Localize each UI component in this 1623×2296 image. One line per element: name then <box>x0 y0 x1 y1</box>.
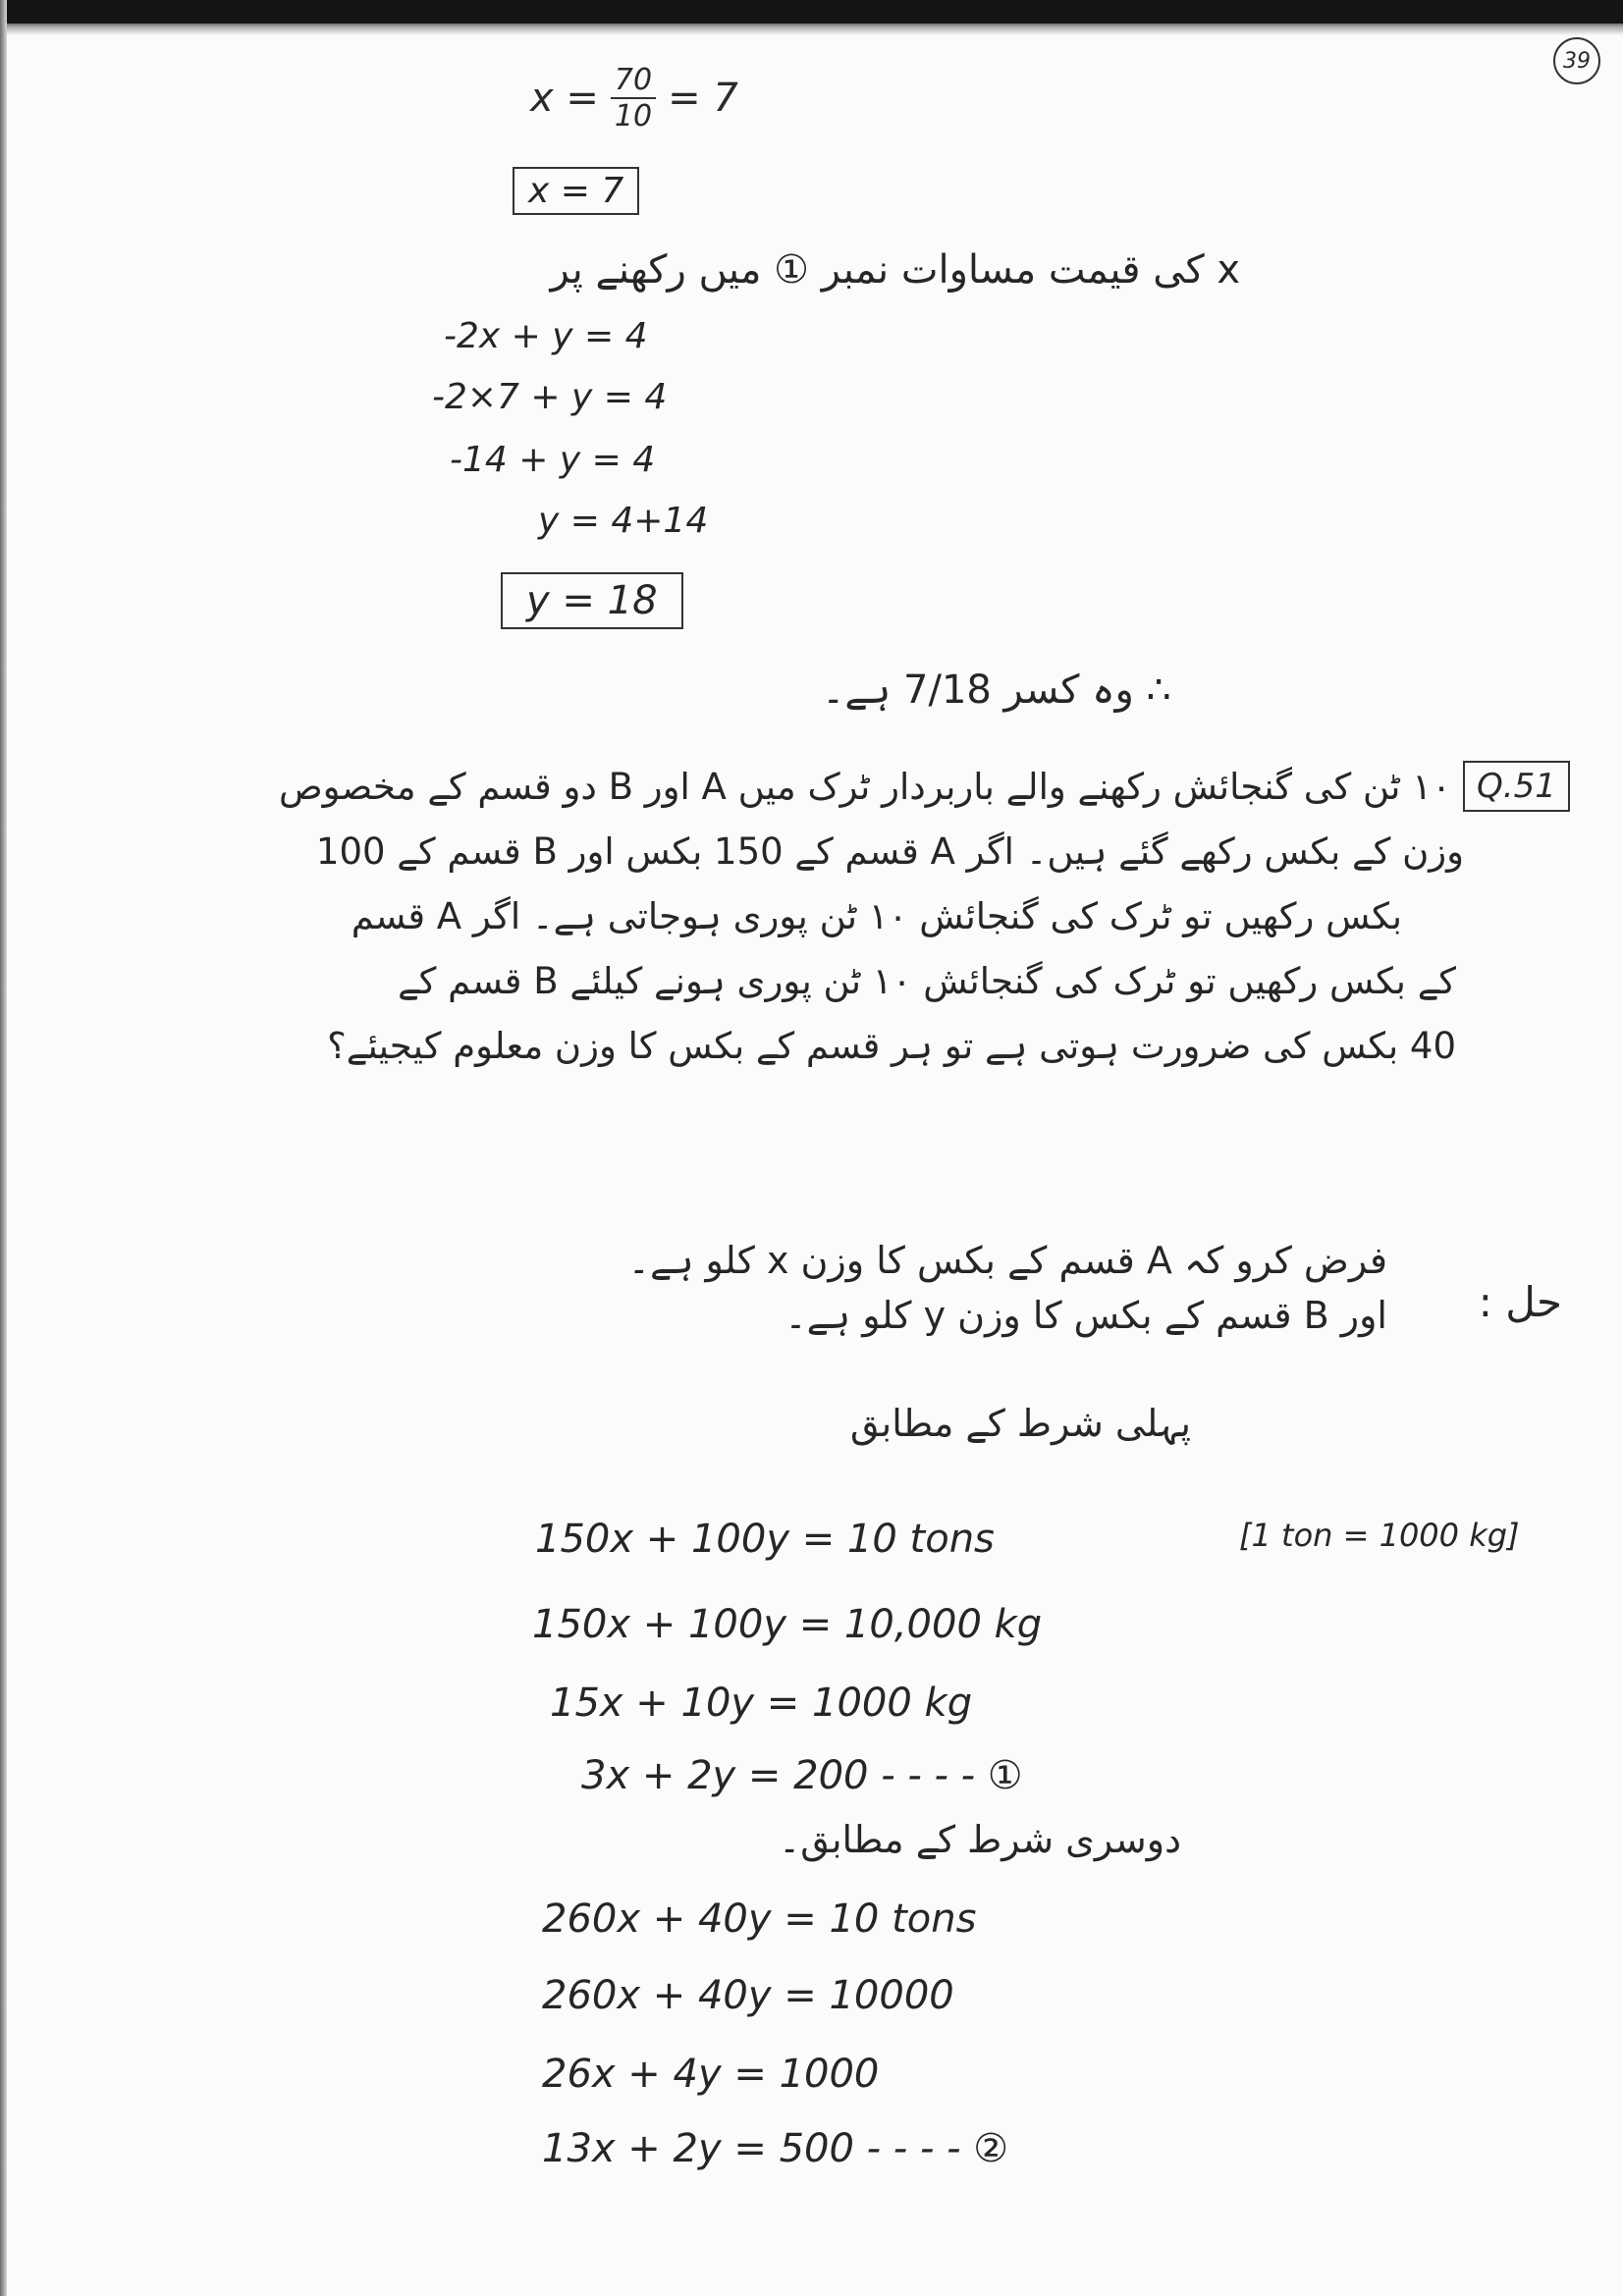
fraction-denominator: 10 <box>614 99 653 133</box>
fraction-conclusion: ∴ وہ کسر 7/18 ہے۔ <box>821 667 1171 713</box>
equation-line: 26x + 4y = 1000 <box>542 2052 880 2097</box>
fraction-numerator: 70 <box>611 63 656 99</box>
page-left-edge <box>0 0 7 2296</box>
equation-line: 260x + 40y = 10 tons <box>542 1896 977 1942</box>
page-top-edge <box>0 0 1623 26</box>
page-number: 39 <box>1553 37 1600 84</box>
assumption-line-1: فرض کرو کہ A قسم کے بکس کا وزن x کلو ہے۔ <box>627 1239 1387 1282</box>
second-condition-heading: دوسری شرط کے مطابق۔ <box>778 1818 1181 1861</box>
y-step: -2×7 + y = 4 <box>432 377 668 417</box>
conversion-note: [1 ton = 1000 kg] <box>1239 1517 1520 1554</box>
y-step: -2x + y = 4 <box>444 316 648 356</box>
equation-line: 15x + 10y = 1000 kg <box>550 1681 973 1726</box>
equation-line: 260x + 40y = 10000 <box>542 1973 954 2018</box>
x-result: = 7 <box>668 76 738 121</box>
equation-line: 150x + 100y = 10 tons <box>535 1517 995 1562</box>
equation-line: 150x + 100y = 10,000 kg <box>532 1602 1043 1647</box>
fraction-70-over-10 <box>611 63 656 133</box>
equation-line: 13x + 2y = 500 - - - - ② <box>542 2126 1009 2171</box>
question-line: وزن کے بکس رکھے گئے ہیں۔ اگر A قسم کے 150 بکس اور B قسم کے 100 <box>315 830 1464 873</box>
first-condition-heading: پہلی شرط کے مطابق <box>849 1402 1191 1445</box>
question-label: Q.51 <box>1463 761 1570 812</box>
question-line: 40 بکس کی ضرورت ہوتی ہے تو ہر قسم کے بکس کا وزن معلوم کیجیئے؟ <box>327 1025 1456 1067</box>
question-line: ۱۰ ٹن کی گنجائش رکھنے والے باربردار ٹرک میں A اور B دو قسم کے مخصوص <box>278 766 1451 808</box>
x-boxed-answer: x = 7 <box>513 167 639 215</box>
question-line: بکس رکھیں تو ٹرک کی گنجائش ۱۰ ٹن پوری ہوجاتی ہے۔ اگر A قسم <box>351 895 1402 937</box>
y-step: -14 + y = 4 <box>450 440 656 480</box>
y-step: y = 4+14 <box>538 501 709 541</box>
equation-line: 3x + 2y = 200 - - - - ① <box>581 1753 1023 1798</box>
x-lhs: x = <box>530 76 599 121</box>
question-line: کے بکس رکھیں تو ٹرک کی گنجائش ۱۰ ٹن پوری ہونے کیلئے B قسم کے <box>398 960 1456 1002</box>
assumption-line-2: اور B قسم کے بکس کا وزن y کلو ہے۔ <box>784 1294 1387 1337</box>
substitution-note: x کی قیمت مساوات نمبر ① میں رکھنے پر <box>550 247 1240 293</box>
x-fraction-equation <box>530 63 738 133</box>
y-boxed-answer: y = 18 <box>501 572 683 629</box>
solution-label: حل : <box>1478 1278 1562 1326</box>
